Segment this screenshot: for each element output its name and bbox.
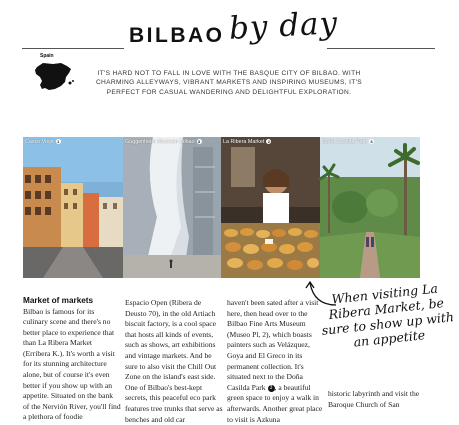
title-script: by day — [228, 5, 339, 47]
title-rule-left — [22, 48, 124, 49]
casco-viejo-image — [23, 137, 123, 278]
page-title — [0, 6, 457, 54]
article-column-4 — [328, 389, 446, 410]
article-col3-text: haven't been sated after a visit here, then head over to the Bilbao Fine Arts Museum (Museo Pl, 2), which boasts painters such as Velázquez, Goya and El Greco in its permanent collection. It's situated next to the Doña Casilda Park 3 , a beautiful green space to enjoy a walk in afterwards. Another great place to visit is Azkuna — [227, 298, 323, 424]
photo-dona-casilda-park — [320, 137, 420, 278]
guggenheim-image — [123, 137, 221, 278]
title-rule-right — [327, 48, 435, 49]
article-col1-text: Bilbao is famous for its culinary scene and there's no better place to experience that than La Ribera Market (Erribera K.). It's worth a visit for its stunning architecture alone, but of course it's even better if you show up with an appetite. Situated on the bank of the Nervión River, you'll find a plethora of foodie — [23, 306, 121, 422]
photo-caption-dona-casilda-park: Doña Casilda Park 3 — [322, 139, 373, 145]
dona-casilda-park-image — [320, 137, 420, 278]
photo-guggenheim — [123, 137, 221, 278]
article-col2-text: Espacio Open (Ribera de Deusto 70), in the old Artiach biscuit factory, is a cool space that hosts all kinds of events, such as shows, art exhibitions and vintage markets. And be sure to also visit the Chill Out Zone on the island's east side. One of Bilbao's best-kept secrets, this peaceful eco park features tree trunks that serve as benches and old car — [125, 298, 223, 424]
photo-caption-la-ribera-market: La Ribera Market 2 — [223, 139, 270, 145]
intro-text: IT'S HARD NOT TO FALL IN LOVE WITH THE BASQUE CITY OF BILBAO. WITH CHARMING ALLEYWAYS, VIBRANT MARKETS AND INSPIRING MUSEUMS, IT'S PERFECT FOR CASUAL WANDERING AND DELIGHTFUL EXPLORATION. — [95, 70, 363, 96]
title-bold: BILBAO — [129, 24, 225, 47]
spain-map-icon — [33, 59, 75, 93]
article-col4-text: historic labyrinth and visit the Baroque Church of San — [328, 389, 420, 409]
la-ribera-market-image — [221, 137, 320, 278]
article-column-3 — [227, 298, 327, 425]
photo-caption-casco-viejo: Casco Viejo 1 — [25, 139, 60, 145]
article-column-1 — [23, 296, 121, 423]
photo-casco-viejo — [23, 137, 123, 278]
photo-la-ribera-market — [221, 137, 320, 278]
photo-caption-guggenheim: Guggenheim Museum Bilbao 3 — [125, 139, 201, 145]
article-heading: Market of markets — [23, 296, 94, 305]
handwritten-note: When visiting La Ribera Market, be sure to show up with an appetite — [320, 280, 455, 350]
article-column-2 — [125, 298, 223, 425]
map-pin-badge: 3 — [268, 385, 275, 392]
map-label: Spain — [40, 53, 54, 59]
